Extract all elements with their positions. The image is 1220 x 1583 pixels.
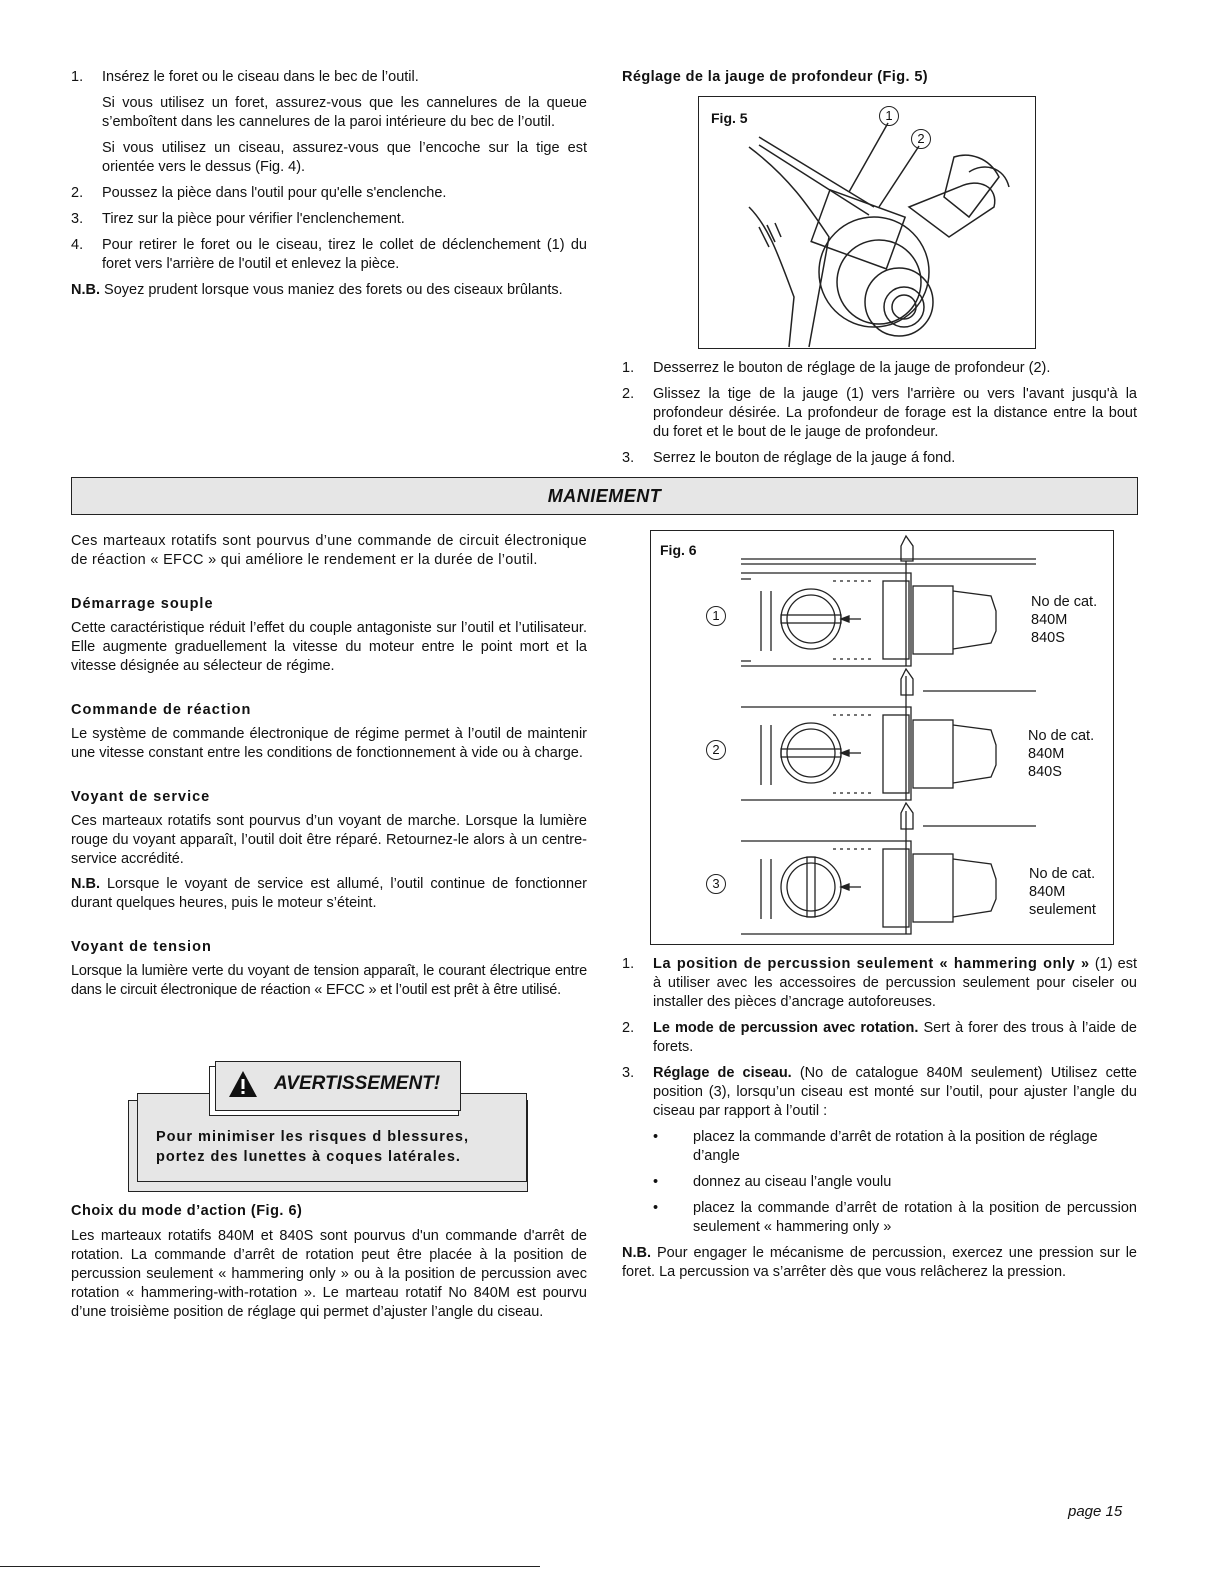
- depth-gauge-heading: Réglage de la jauge de profondeur (Fig. 5): [622, 69, 929, 85]
- list-item-text: Desserrez le bouton de réglage de la jauge de profondeur (2).: [653, 360, 1051, 376]
- list-item-text: Insérez le foret ou le ciseau dans le bec de l’outil.: [102, 69, 419, 85]
- catalog-label-1: No de cat. 840M 840S: [1031, 594, 1098, 646]
- list-item: 3. Réglage de ciseau. (No de catalogue 840M seulement) Utilisez cette position (3), lorsqu’un ciseau est monté sur l’outil, pour ajuster l’angle du ciseau par rapport à l’outil :: [622, 1065, 1137, 1119]
- note: N.B. Pour engager le mécanisme de percussion, exercez une pression sur le foret. La percussion va s’arrêter dès que vous relâcherez la pression.: [622, 1245, 1137, 1280]
- warning-title: AVERTISSEMENT!: [274, 1073, 441, 1094]
- list-item-text: Glissez la tige de la jauge (1) vers l'arrière ou vers l'avant jusqu'à la profondeur désirée. La profondeur de forage est la distance entre la bout du foret et le bout de le jauge de profondeur.: [653, 386, 1137, 440]
- bullet-item: • placez la commande d’arrêt de rotation à la position de percussion seulement « hammering only »: [653, 1200, 1137, 1235]
- callout-1: 1: [879, 106, 899, 126]
- list-item-text: Si vous utilisez un foret, assurez-vous que les cannelures de la queue s’emboîtent dans les cannelures de la paroi intérieure du bec de l’outil.: [102, 95, 587, 130]
- footer-rule: [0, 1566, 540, 1567]
- list-item: 2. Glissez la tige de la jauge (1) vers l'arrière ou vers l'avant jusqu'à la profondeur désirée. La profondeur de forage est la distance entre la bout du foret et le bout de le jauge de profondeur.: [622, 386, 1137, 440]
- warning-triangle-icon: [228, 1070, 258, 1098]
- list-item-text: Serrez le bouton de réglage de la jauge á fond.: [653, 450, 956, 466]
- list-item: 1. La position de percussion seulement « hammering only » (1) est à utiliser avec les accessoires de percussion seulement pour ciseler ou installer des pièces d’ancrage autoforeuses.: [622, 956, 1138, 1010]
- operation-text: [71, 532, 587, 1000]
- section-heading: Choix du mode d’action (Fig. 6): [71, 1203, 303, 1219]
- figure-5: [698, 96, 1036, 349]
- catalog-label-3: No de cat. 840M seulement: [1029, 866, 1096, 918]
- section-heading: Commande de réaction: [71, 702, 252, 718]
- figure-label: Fig. 6: [660, 542, 697, 558]
- mode-descriptions: [622, 955, 1137, 1282]
- section-text: Cette caractéristique réduit l’effet du couple antagoniste sur l’outil et l’utilisateur. Elle augmente graduellement la vitesse du moteur entre le point mort et la vitesse désignée au sélecteur de régime.: [71, 620, 587, 674]
- mode-callout-2: 2: [706, 740, 726, 760]
- list-item-text: Tirez sur la pièce pour vérifier l'enclenchement.: [102, 211, 405, 227]
- note: N.B. Lorsque le voyant de service est allumé, l’outil continue de fonctionner durant quelques heures, puis le moteur s’éteint.: [71, 876, 587, 911]
- mode-callout-3: 3: [706, 874, 726, 894]
- list-item-text: Pour retirer le foret ou le ciseau, tirez le collet de déclenchement (1) du foret vers l'arrière de l'outil et enlevez la pièce.: [102, 237, 587, 272]
- intro-paragraph: Ces marteaux rotatifs sont pourvus d’une commande de circuit électronique de réaction « EFCC » qui améliore le rendement er la durée de l’outil.: [71, 533, 587, 568]
- depth-gauge-steps: [622, 359, 1137, 468]
- figure-6: [650, 530, 1114, 945]
- list-item: 4. Pour retirer le foret ou le ciseau, tirez le collet de déclenchement (1) du foret vers l'arrière de l'outil et enlevez la pièce.: [71, 237, 587, 272]
- list-item: 2. Poussez la pièce dans l'outil pour qu'elle s'enclenche.: [71, 184, 587, 203]
- section-banner: MANIEMENT: [71, 477, 1138, 515]
- list-item: 2. Le mode de percussion avec rotation. Sert à forer des trous à l’aide de forets.: [622, 1020, 1137, 1055]
- warning-text: Pour minimiser les risques d blessures, portez des lunettes à coques latérales.: [156, 1129, 469, 1165]
- mode-callout-1: 1: [706, 606, 726, 626]
- figure-label: Fig. 5: [711, 110, 748, 126]
- section-text: Le système de commande électronique de régime permet à l’outil de maintenir une vitesse constant entre les conditions de fonctionnement à vide ou à charge.: [71, 726, 587, 761]
- catalog-label-2: No de cat. 840M 840S: [1028, 728, 1095, 780]
- section-text: Les marteaux rotatifs 840M et 840S sont pourvus d'un commande d'arrêt de rotation. La commande d’arrêt de rotation peut être placée à la position de percussion seulement « hammering only » ou à la position de percussion avec rotation « hammering-with-rotation ». Le marteau rotatif No 840M est pourvu d’une troisième position de réglage qui permet d’ajuster l’angle du ciseau.: [71, 1228, 587, 1320]
- list-item: [71, 139, 587, 177]
- list-item: 1. Desserrez le bouton de réglage de la jauge de profondeur (2).: [622, 359, 1137, 378]
- mode-selector-illustration: [651, 531, 1113, 944]
- list-item: 3. Tirez sur la pièce pour vérifier l'enclenchement.: [71, 210, 587, 229]
- section-heading: Voyant de tension: [71, 939, 212, 955]
- mode-selection-section: [71, 1202, 587, 1322]
- list-item: 3. Serrez le bouton de réglage de la jauge á fond.: [622, 449, 1137, 468]
- bullet-item: • donnez au ciseau l’angle voulu: [653, 1174, 892, 1190]
- hammer-depth-gauge-illustration: [699, 97, 1035, 348]
- insert-bit-instructions: [71, 68, 587, 300]
- warning-title-box: [215, 1061, 461, 1111]
- section-heading: Démarrage souple: [71, 596, 214, 612]
- bullet-item: • placez la commande d’arrêt de rotation à la position de réglage d’angle: [653, 1129, 1098, 1164]
- list-item: [71, 94, 587, 132]
- section-text: Lorsque la lumière verte du voyant de tension apparaît, le courant électrique entre dans le circuit électronique de réaction « EFCC » et l’outil est prêt à être utilisé.: [71, 963, 587, 998]
- list-item-text: Si vous utilisez un ciseau, assurez-vous que l’encoche sur la tige est orientée vers le dessus (Fig. 4).: [102, 140, 587, 175]
- note: N.B. Soyez prudent lorsque vous maniez des forets ou des ciseaux brûlants.: [71, 282, 563, 298]
- list-item-text: Poussez la pièce dans l'outil pour qu'elle s'enclenche.: [102, 185, 447, 201]
- callout-2: 2: [911, 129, 931, 149]
- section-text: Ces marteaux rotatifs sont pourvus d’un voyant de marche. Lorsque la lumière rouge du voyant apparaît, l’outil doit être réparé. Retournez-le alors à un centre-service accrédité.: [71, 813, 587, 867]
- page-number: page 15: [1068, 1503, 1123, 1520]
- section-heading: Voyant de service: [71, 789, 211, 805]
- list-item: 1. Insérez le foret ou le ciseau dans le bec de l’outil.: [71, 68, 587, 87]
